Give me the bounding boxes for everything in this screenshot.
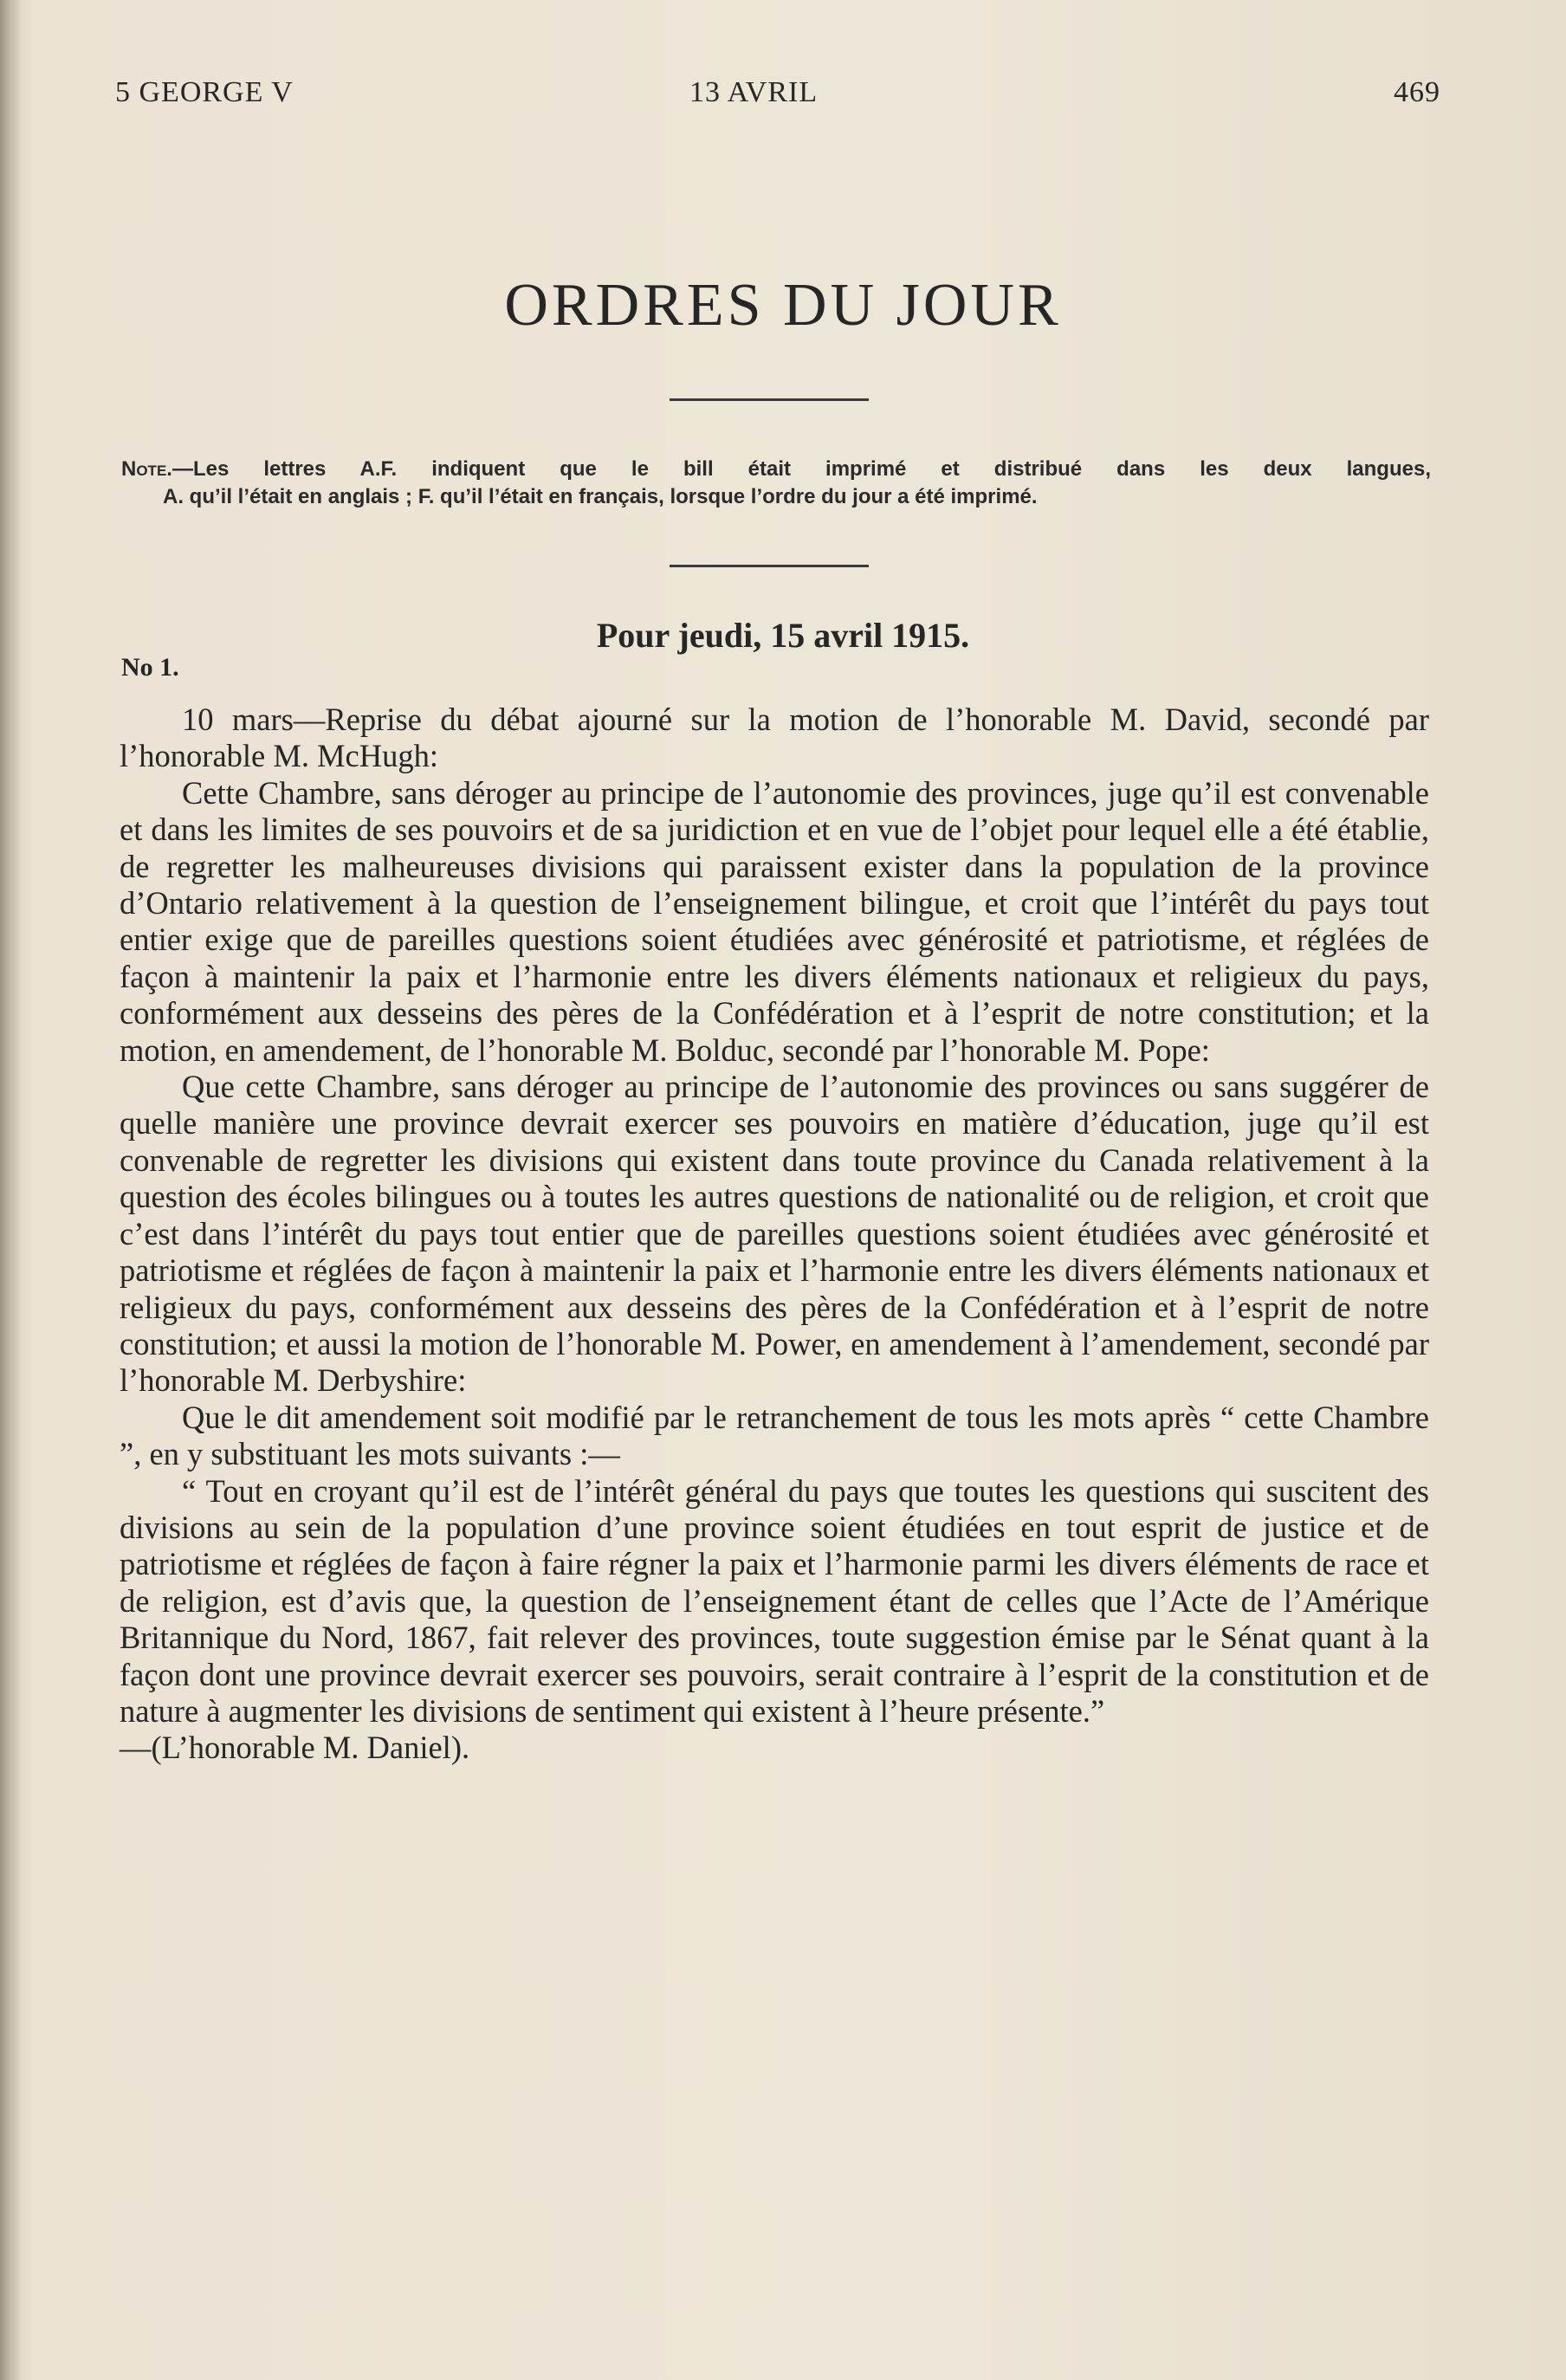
date-heading: Pour jeudi, 15 avril 1915. bbox=[596, 616, 970, 655]
divider-rule-top bbox=[670, 398, 869, 401]
paragraph-resumption: 10 mars—Reprise du débat ajourné sur la motion de l’honorable M. David, secondé par l’honorable M. McHugh: bbox=[120, 702, 1429, 774]
page-number: 469 bbox=[1394, 76, 1440, 108]
paragraph-quoted-text: “ Tout en croyant qu’il est de l’intérêt général du pays que toutes les questions qui suscitent des divisions au sein de la population d’une province soient étudiées en tout esprit de justice et de patriotisme et réglées de façon à faire régner la paix et l’harmonie parmi les divers éléments de race et de religion, est d’avis que, la question de l’enseignement étant de celles que l’Acte de l’Amérique Britannique du Nord, 1867, fait relever des provinces, toute suggestion émise par le Sénat quant à la façon dont une province devrait exercer ses pouvoirs, serait contraire à l’esprit de la constitution et de nature à augmenter les divisions de sentiment qui existent à l’heure présente.” bbox=[120, 1472, 1429, 1729]
divider-rule-bottom bbox=[670, 565, 869, 567]
paragraph-subamendment-power: Que le dit amendement soit modifié par le retranchement de tous les mots après “ cette Chambre ”, en y substituant les mots suivants :— bbox=[120, 1399, 1429, 1472]
note-block bbox=[121, 456, 1431, 511]
page-title: ORDRES DU JOUR bbox=[504, 272, 1062, 339]
note-label: Note. bbox=[121, 457, 172, 481]
paragraph-motion-david: Cette Chambre, sans déroger au principe de l’autonomie des provinces, juge qu’il est convenable et dans les limites de ses pouvoirs et de sa juridiction et en vue de l’objet pour lequel elle a été établie, de regretter les malheureuses divisions qui paraissent exister dans la population de la province d’Ontario relativement à la question de l’enseignement bilingue, et croit que l’intérêt du pays tout entier exige que de pareilles questions soient étudiées avec générosité et patriotisme, et réglées de façon à maintenir la paix et l’harmonie entre les divers éléments nationaux et religieux du pays, conformément aux desseins des pères de la Confédération et à l’esprit de notre constitution; et la motion, en amendement, de l’honorable M. Bolduc, secondé par l’honorable M. Pope: bbox=[120, 774, 1429, 1068]
note-line-2: A. qu’il l’était en anglais ; F. qu’il l’était en français, lorsque l’ordre du jour a été imprimé. bbox=[163, 485, 1038, 508]
running-head-left: 5 GEORGE V bbox=[115, 76, 294, 108]
order-body bbox=[120, 702, 1429, 1767]
page-binding-edge bbox=[0, 0, 19, 2380]
running-head-date: 13 AVRIL bbox=[689, 76, 819, 108]
note-line-1-text: —Les lettres A.F. indiquent que le bill était imprimé et distribué dans les deux langues, bbox=[171, 457, 1431, 481]
note-line-1 bbox=[121, 456, 1431, 483]
item-number: No 1. bbox=[121, 653, 179, 682]
paragraph-amendment-bolduc: Que cette Chambre, sans déroger au principe de l’autonomie des provinces ou sans suggérer de quelle manière une province devrait exercer ses pouvoirs en matière d’éducation, juge qu’il est convenable de regretter les divisions qui existent dans toute province du Canada relativement à la question des écoles bilingues ou à toutes les autres questions de nationalité ou de religion, et croit que c’est dans l’intérêt du pays tout entier que de pareilles questions soient étudiées avec générosité et patriotisme et réglées de façon à maintenir la paix et l’harmonie entre les divers éléments nationaux et religieux du pays, conformément aux desseins des pères de la Confédération et à l’esprit de notre constitution; et aussi la motion de l’honorable M. Power, en amendement à l’amendement, secondé par l’honorable M. Derbyshire: bbox=[120, 1069, 1429, 1399]
paragraph-attribution: —(L’honorable M. Daniel). bbox=[120, 1730, 470, 1766]
running-head bbox=[115, 76, 1440, 118]
